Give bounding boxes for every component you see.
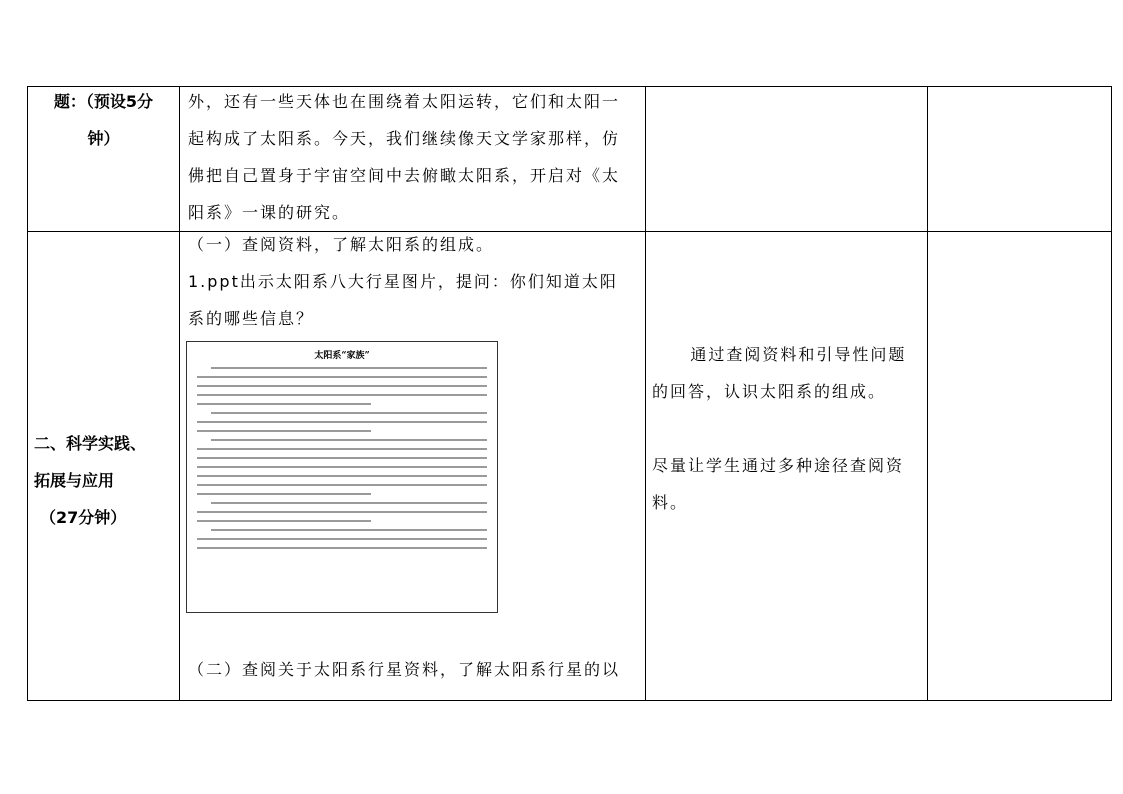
text-line: 起构成了太阳系。今天，我们继续像天文学家那样，仿: [188, 129, 621, 148]
section-heading: （一）查阅资料，了解太阳系的组成。: [188, 235, 495, 254]
text-line: 外，还有一些天体也在围绕着太阳运转，它们和太阳一: [188, 92, 621, 111]
activity-cell: [180, 232, 646, 701]
section-heading: （二）查阅关于太阳系行星资料，了解太阳系行星的以: [188, 660, 621, 679]
stage-label: [28, 83, 179, 157]
stage-label-line: 钟）: [87, 129, 120, 148]
stage-cell: [28, 232, 180, 701]
text-line: 料。: [652, 493, 689, 512]
table-row: [28, 87, 1112, 232]
intent-cell: [646, 87, 928, 232]
activity-cell: [180, 87, 646, 232]
activity-text: [180, 651, 645, 688]
text-line: 佛把自己置身于宇宙空间中去俯瞰太阳系，开启对《太: [188, 166, 621, 185]
remarks-cell: [928, 87, 1112, 232]
lesson-plan-table: [27, 86, 1112, 701]
remarks-cell: [928, 232, 1112, 701]
image-title: 太阳系“家族”: [314, 351, 370, 361]
solar-system-reading-image: [186, 341, 498, 613]
text-line: 的回答，认识太阳系的组成。: [652, 382, 887, 401]
intent-text: [646, 336, 927, 521]
table-row: [28, 232, 1112, 701]
stage-label: [28, 425, 179, 536]
stage-label-line: 题：（预设5分: [53, 92, 154, 111]
text-line: 1.ppt出示太阳系八大行星图片，提问：你们知道太阳: [188, 272, 618, 291]
stage-label-line: 二、科学实践、: [34, 433, 147, 453]
text-line: 通过查阅资料和引导性问题: [690, 345, 907, 364]
intent-cell: [646, 232, 928, 701]
activity-text: [180, 226, 645, 337]
stage-label-line: （27分钟）: [40, 507, 127, 527]
text-line: 尽量让学生通过多种途径查阅资: [652, 456, 905, 475]
text-line: 阳系》一课的研究。: [188, 203, 351, 222]
stage-label-line: 拓展与应用: [34, 470, 115, 490]
text-line: 系的哪些信息？: [188, 309, 315, 328]
stage-cell: [28, 87, 180, 232]
activity-text: [180, 83, 645, 231]
